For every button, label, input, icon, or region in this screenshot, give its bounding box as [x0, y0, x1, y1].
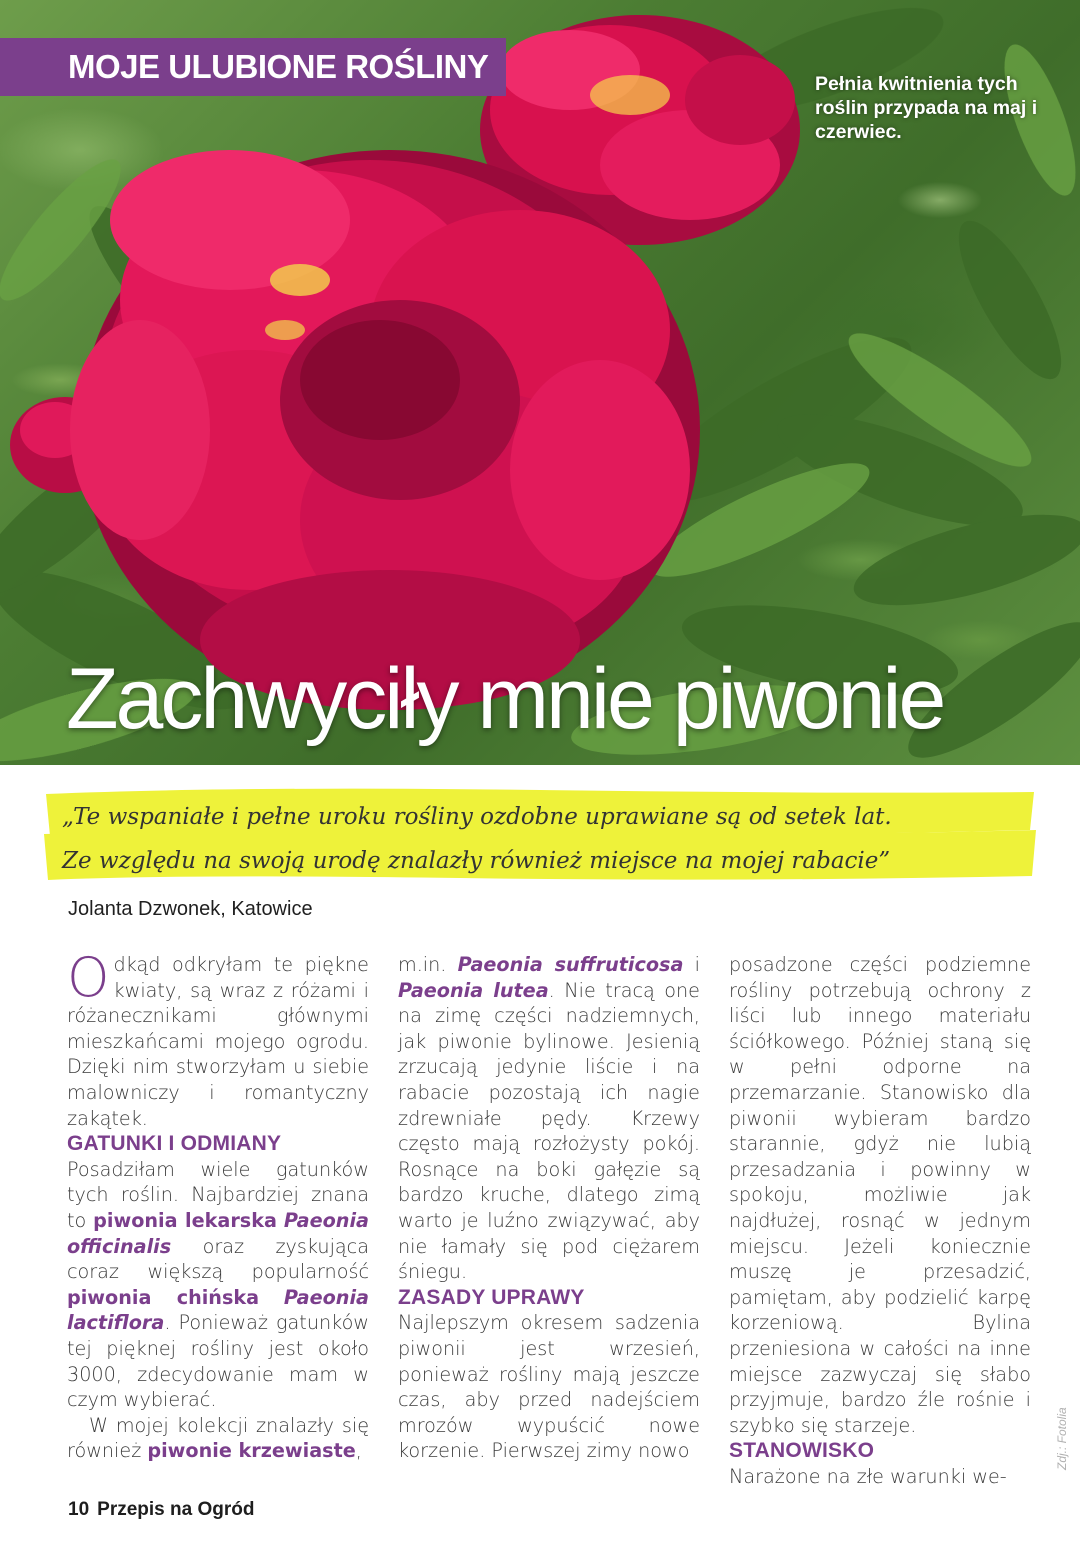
latin-name: Paeonia suffruticosa — [457, 953, 684, 976]
page-number: 10 — [68, 1499, 90, 1520]
text-run: m.in. — [398, 953, 458, 976]
article-headline: Zachwyciły mnie piwonie — [66, 651, 944, 747]
drop-cap: O — [67, 946, 110, 1009]
article-column-2 — [398, 952, 700, 1464]
subheading-zasady: ZASADY UPRAWY — [398, 1285, 585, 1309]
latin-name: Paeonia lutea — [398, 978, 549, 1002]
latin-name: Paeonia lactiflora — [67, 1285, 369, 1335]
highlight-term: piwonie krzewiaste — [147, 1439, 356, 1463]
pull-quote-line-2: Ze względu na swoją urodę znalazły również miejsce na mojej rabacie” — [62, 848, 891, 874]
pull-quote — [62, 795, 1032, 883]
location-paragraph: Narażone na złe warunki we- — [729, 1464, 1007, 1488]
page-footer — [68, 1499, 254, 1521]
care-paragraph: posadzone części podziemne rośliny potrzebują ochrony z liści lub innego materiału ściółkowego. Później staną się w pełni odporne na przemarzanie. Stanowisko dla piwonii wybieram bardzo starannie, gdyż nie lubią przesadzania i powinny w spokoju, możliwie jak najdłużej, rosnąć w jednym miejscu. Jeżeli koniecznie muszę je przesadzić, pamiętam, aby podzielić karpę korzeniową. Bylina przeniesiona w całości na inne miejsce zazwyczaj się słabo przyjmuje, bardzo źle rośnie i szybko się starzeje. — [729, 953, 1031, 1437]
latin-name: Paeonia officinalis — [67, 1208, 369, 1258]
intro-text: dkąd odkryłam te piękne kwiaty, są wraz z różami i różanecznikami głównymi mieszkańcami mojego ogrodu. Dzięki nim stworzyłam u siebie malowniczy i romantyczny zakątek. — [67, 953, 369, 1130]
text-run: W mojej kolekcji znalazły się również — [67, 1413, 369, 1463]
intro-paragraph — [67, 946, 369, 1131]
section-tag — [0, 38, 506, 96]
subheading-gatunki: GATUNKI I ODMIANY — [67, 1132, 282, 1156]
author-byline: Jolanta Dzwonek, Katowice — [68, 898, 313, 920]
text-run: . Ponieważ gatunków tej pięknej rośliny jest około 3000, zdecydowanie mam w czym wybierać. — [67, 1311, 369, 1412]
text-run: , — [355, 1439, 362, 1463]
pull-quote-line-1: „Te wspaniałe i pełne uroku rośliny ozdobne uprawiane są od setek lat. — [62, 804, 892, 830]
photo-caption: Pełnia kwitnienia tych roślin przypada na maj i czerwiec. — [815, 73, 1038, 143]
collection-paragraph — [67, 1413, 369, 1464]
photo-credit: Zdj.: Fotolia — [1055, 1407, 1069, 1470]
section-tag-label: MOJE ULUBIONE ROŚLINY — [68, 48, 489, 85]
subheading-stanowisko: STANOWISKO — [729, 1439, 875, 1463]
text-run: i — [683, 953, 700, 976]
article-column-1 — [67, 946, 369, 1464]
planting-paragraph: Najlepszym okresem sadzenia piwonii jest wrzesień, ponieważ rośliny mają jeszcze czas, aby przed nadejściem mrozów wypuścić nowe korzenie. Pierwszej zimy nowo — [398, 1311, 700, 1463]
text-run: . Nie tracą one na zimę części nadziemnych, jak piwonie bylinowe. Jesienią zrzucają jedynie liście i na rabacie pozostają ich nagie zdrewniałe pędy. Krzewy często mają rozłożysty pokój. Rosnące na boki gałęzie są bardzo kruche, dlatego zimą warto je luźno związywać, aby nie łamały się pod ciężarem śniegu. — [398, 978, 700, 1284]
species-paragraph — [67, 1157, 369, 1413]
magazine-name: Przepis na Ogród — [97, 1499, 255, 1520]
shrub-paragraph — [398, 952, 700, 1285]
text-run: Posadziłam wiele gatunków tych roślin. Najbardziej znana to — [67, 1157, 369, 1232]
highlight-term: piwonia lekarska — [93, 1208, 277, 1232]
article-column-3 — [729, 952, 1031, 1489]
hero-photo — [0, 0, 1080, 765]
text-run: oraz zyskująca coraz większą popularność — [67, 1234, 369, 1284]
highlight-term: piwonia chińska — [67, 1285, 260, 1309]
